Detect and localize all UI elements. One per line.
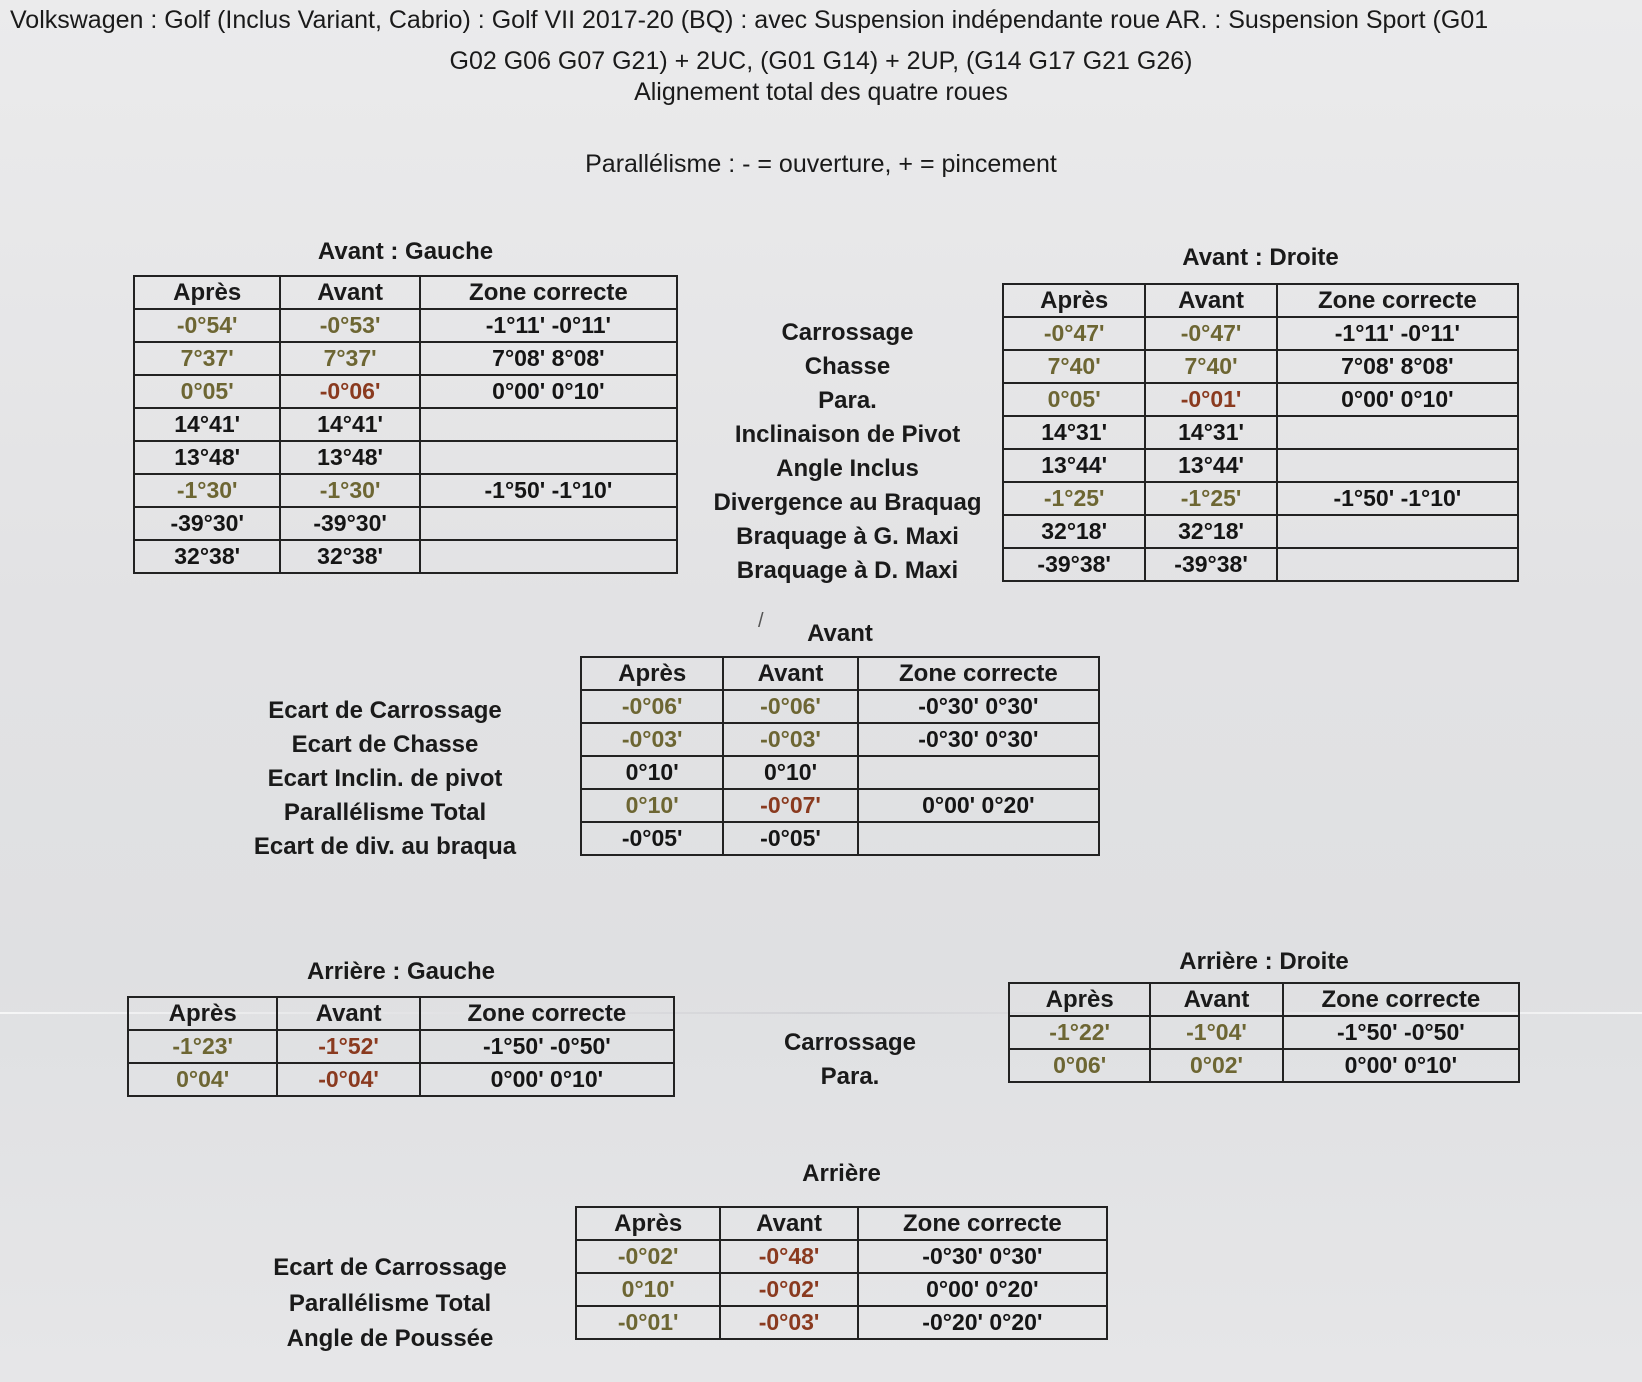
table-row [134, 540, 677, 573]
cell-avant: -0°01' [1145, 383, 1276, 416]
cell-zone: 0°00' 0°20' [858, 1273, 1107, 1306]
cell-apres: -0°01' [576, 1306, 720, 1339]
cell-apres: 14°41' [134, 408, 280, 441]
table-row [581, 822, 1099, 855]
cell-zone [1277, 515, 1518, 548]
header-avant: Avant [277, 997, 419, 1030]
table-row [1009, 1016, 1519, 1049]
cell-apres: 0°10' [581, 789, 723, 822]
header-line-3: Alignement total des quatre roues [634, 78, 1008, 106]
cell-apres: 13°44' [1003, 449, 1145, 482]
front-right-title: Avant : Droite [1182, 244, 1339, 271]
cell-avant: -1°52' [277, 1030, 419, 1063]
header-avant: Avant [723, 657, 857, 690]
cell-zone [1277, 416, 1518, 449]
front-axle-title: Avant [807, 620, 873, 647]
cell-avant: -0°04' [277, 1063, 419, 1096]
row-label: Carrossage [783, 1029, 917, 1056]
cell-apres: 7°40' [1003, 350, 1145, 383]
row-label: Braquage à G. Maxi [736, 523, 959, 550]
cell-avant: 13°44' [1145, 449, 1276, 482]
cell-avant: -39°30' [280, 507, 419, 540]
cell-apres: -39°38' [1003, 548, 1145, 581]
header-avant: Avant [720, 1207, 857, 1240]
row-label: Parallélisme Total [283, 799, 487, 826]
cell-zone: 0°00' 0°10' [420, 375, 677, 408]
table-row [1003, 548, 1518, 581]
cell-zone: 7°08' 8°08' [1277, 350, 1518, 383]
cell-avant: 7°40' [1145, 350, 1276, 383]
rear-left-title: Arrière : Gauche [306, 958, 496, 985]
table-row [128, 1030, 674, 1063]
cell-avant: 32°38' [280, 540, 419, 573]
front-axle-labels [210, 694, 560, 864]
cell-avant: 32°18' [1145, 515, 1276, 548]
cell-apres: 13°48' [134, 441, 280, 474]
row-label: Ecart de Chasse [291, 731, 479, 758]
cell-zone: -1°50' -1°10' [420, 474, 677, 507]
table-row [1009, 1049, 1519, 1082]
cell-zone: -1°50' -1°10' [1277, 482, 1518, 515]
cell-zone [1277, 449, 1518, 482]
row-label: Chasse [804, 353, 891, 380]
rear-labels [700, 1026, 1000, 1094]
rear-axle-table [575, 1206, 1108, 1340]
table-row [1003, 350, 1518, 383]
cell-apres: 0°06' [1009, 1049, 1150, 1082]
cell-apres: 0°05' [1003, 383, 1145, 416]
table-row [1003, 317, 1518, 350]
cell-zone: 0°00' 0°10' [420, 1063, 674, 1096]
row-label: Para. [820, 1063, 880, 1090]
cell-apres: -0°03' [581, 723, 723, 756]
row-label: Angle de Poussée [286, 1325, 494, 1352]
cell-apres: -1°30' [134, 474, 280, 507]
front-left-table [133, 275, 678, 574]
cell-zone [420, 507, 677, 540]
rear-right-table [1008, 982, 1520, 1083]
cell-apres: -39°30' [134, 507, 280, 540]
table-row [134, 507, 677, 540]
cell-avant: -0°07' [723, 789, 857, 822]
cell-apres: 14°31' [1003, 416, 1145, 449]
row-label: Divergence au Braquag [713, 489, 982, 516]
pen-mark: / [758, 610, 764, 632]
cell-zone: -0°30' 0°30' [858, 1240, 1107, 1273]
cell-avant: -1°25' [1145, 482, 1276, 515]
row-label: Ecart de Carrossage [268, 697, 502, 724]
header-zone: Zone correcte [858, 1207, 1107, 1240]
cell-apres: -1°22' [1009, 1016, 1150, 1049]
row-label: Parallélisme Total [288, 1289, 492, 1317]
front-axle-table [580, 656, 1100, 856]
header-zone: Zone correcte [1277, 284, 1518, 317]
cell-apres: -0°47' [1003, 317, 1145, 350]
header-apres: Après [581, 657, 723, 690]
cell-avant: -0°48' [720, 1240, 857, 1273]
cell-zone [1277, 548, 1518, 581]
cell-avant: -0°03' [720, 1306, 857, 1339]
table-row [581, 723, 1099, 756]
cell-avant: 0°10' [723, 756, 857, 789]
cell-avant: -0°05' [723, 822, 857, 855]
cell-apres: -0°54' [134, 309, 280, 342]
cell-zone [858, 822, 1099, 855]
row-label: Inclinaison de Pivot [734, 421, 961, 448]
row-label: Para. [818, 387, 877, 414]
cell-zone: 0°00' 0°10' [1283, 1049, 1519, 1082]
front-left-title: Avant : Gauche [317, 238, 494, 265]
table-row [134, 375, 677, 408]
cell-avant: -1°30' [280, 474, 419, 507]
table-row [581, 789, 1099, 822]
cell-avant: 0°02' [1150, 1049, 1282, 1082]
front-right-table [1002, 283, 1519, 582]
cell-avant: -39°38' [1145, 548, 1276, 581]
cell-apres: -0°02' [576, 1240, 720, 1273]
cell-zone: -0°30' 0°30' [858, 723, 1099, 756]
header-avant: Avant [1145, 284, 1276, 317]
row-label: Carrossage [781, 319, 914, 346]
cell-apres: 32°38' [134, 540, 280, 573]
header-apres: Après [1009, 983, 1150, 1016]
header-apres: Après [1003, 284, 1145, 317]
rear-axle-labels [220, 1250, 560, 1357]
cell-apres: -0°05' [581, 822, 723, 855]
row-label: Ecart Inclin. de pivot [267, 765, 503, 792]
cell-zone [420, 408, 677, 441]
rear-right-title: Arrière : Droite [1179, 948, 1349, 975]
cell-avant: -0°53' [280, 309, 419, 342]
cell-zone: -0°30' 0°30' [858, 690, 1099, 723]
rear-axle-title: Arrière [802, 1160, 881, 1187]
front-labels [685, 316, 1010, 588]
cell-avant: -0°03' [723, 723, 857, 756]
cell-avant: -0°47' [1145, 317, 1276, 350]
header-avant: Avant [280, 276, 419, 309]
cell-zone: -1°11' -0°11' [1277, 317, 1518, 350]
table-row [134, 408, 677, 441]
row-label: Ecart de Carrossage [273, 1254, 507, 1281]
table-row [576, 1306, 1107, 1339]
cell-zone: -1°11' -0°11' [420, 309, 677, 342]
header-line-2: G02 G06 G07 G21) + 2UC, (G01 G14) + 2UP, (G14 G17 G21 G26) [449, 47, 1193, 75]
table-row [1003, 482, 1518, 515]
cell-zone [420, 441, 677, 474]
table-row [134, 474, 677, 507]
cell-avant: -0°06' [723, 690, 857, 723]
table-row [1003, 449, 1518, 482]
cell-avant: 14°31' [1145, 416, 1276, 449]
cell-zone: 0°00' 0°10' [1277, 383, 1518, 416]
table-row [576, 1273, 1107, 1306]
cell-avant: -1°04' [1150, 1016, 1282, 1049]
cell-apres: 0°05' [134, 375, 280, 408]
header-zone: Zone correcte [420, 997, 674, 1030]
table-row [581, 756, 1099, 789]
table-row [1003, 416, 1518, 449]
table-row [134, 309, 677, 342]
cell-zone: 7°08' 8°08' [420, 342, 677, 375]
table-row [581, 690, 1099, 723]
header-line-1: Volkswagen : Golf (Inclus Variant, Cabrio) : Golf VII 2017-20 (BQ) : avec Suspension indépendante roue AR. : Suspension Sport (G01 [10, 6, 1489, 34]
cell-avant: 7°37' [280, 342, 419, 375]
row-label: Angle Inclus [776, 455, 919, 482]
cell-apres: 0°10' [576, 1273, 720, 1306]
cell-apres: -0°06' [581, 690, 723, 723]
table-row [128, 1063, 674, 1096]
cell-apres: -1°25' [1003, 482, 1145, 515]
table-row [1003, 515, 1518, 548]
cell-zone [420, 540, 677, 573]
header-apres: Après [134, 276, 280, 309]
header-zone: Zone correcte [858, 657, 1099, 690]
cell-apres: 0°04' [128, 1063, 277, 1096]
table-row [134, 342, 677, 375]
table-row [134, 441, 677, 474]
cell-avant: -0°02' [720, 1273, 857, 1306]
header-apres: Après [128, 997, 277, 1030]
header-zone: Zone correcte [1283, 983, 1519, 1016]
header-zone: Zone correcte [420, 276, 677, 309]
table-row [576, 1240, 1107, 1273]
cell-apres: 32°18' [1003, 515, 1145, 548]
cell-apres: -1°23' [128, 1030, 277, 1063]
cell-zone: -1°50' -0°50' [420, 1030, 674, 1063]
row-label: Braquage à D. Maxi [736, 557, 959, 584]
header-apres: Après [576, 1207, 720, 1240]
table-row [1003, 383, 1518, 416]
header-avant: Avant [1150, 983, 1282, 1016]
cell-avant: -0°06' [280, 375, 419, 408]
cell-apres: 0°10' [581, 756, 723, 789]
cell-zone: -0°20' 0°20' [858, 1306, 1107, 1339]
cell-avant: 13°48' [280, 441, 419, 474]
cell-zone [858, 756, 1099, 789]
cell-zone: -1°50' -0°50' [1283, 1016, 1519, 1049]
cell-avant: 14°41' [280, 408, 419, 441]
row-label: Ecart de div. au braqua [253, 833, 517, 860]
rear-left-table [127, 996, 675, 1097]
cell-zone: 0°00' 0°20' [858, 789, 1099, 822]
parallelism-note: Parallélisme : - = ouverture, + = pincement [585, 150, 1057, 178]
cell-apres: 7°37' [134, 342, 280, 375]
